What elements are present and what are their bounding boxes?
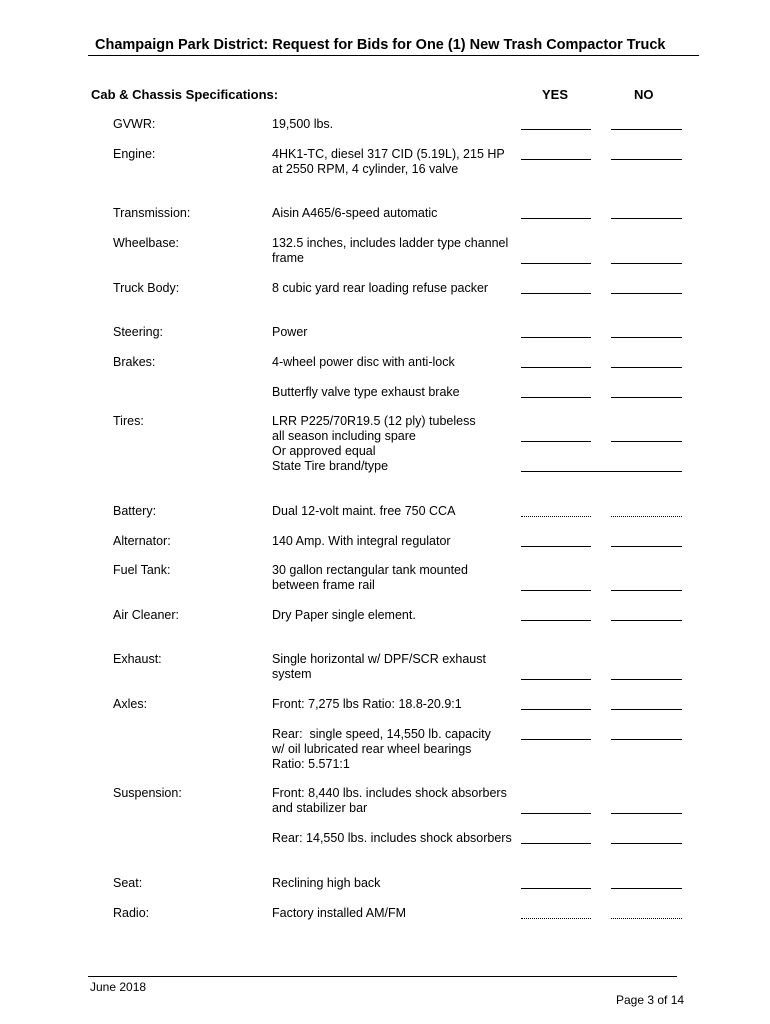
axles-rear-spec-line3: Ratio: 5.571:1 [272, 757, 350, 771]
air-cleaner-no-blank[interactable] [611, 620, 682, 621]
suspension-front-spec-line2: and stabilizer bar [272, 801, 368, 815]
footer-divider [88, 976, 677, 977]
brakes-label: Brakes: [113, 355, 156, 369]
truck-body-spec: 8 cubic yard rear loading refuse packer [272, 281, 489, 295]
transmission-label: Transmission: [113, 206, 191, 220]
gvwr-label: GVWR: [113, 117, 156, 131]
tires-spec-line4: State Tire brand/type [272, 459, 389, 473]
air-cleaner-spec: Dry Paper single element. [272, 608, 416, 622]
wheelbase-yes-blank[interactable] [521, 263, 591, 264]
suspension-rear-yes-blank[interactable] [521, 843, 591, 844]
axles-front-yes-blank[interactable] [521, 709, 591, 710]
axles-front-no-blank[interactable] [611, 709, 682, 710]
steering-yes-blank[interactable] [521, 337, 591, 338]
wheelbase-spec-line2: frame [272, 251, 304, 265]
page-title: Champaign Park District: Request for Bids for One (1) New Trash Compactor Truck [95, 37, 666, 53]
transmission-yes-blank[interactable] [521, 218, 591, 219]
tires-spec-line3: Or approved equal [272, 444, 376, 458]
transmission-no-blank[interactable] [611, 218, 682, 219]
gvwr-yes-blank[interactable] [521, 129, 591, 130]
axles-rear-spec-line1: Rear: single speed, 14,550 lb. capacity [272, 727, 491, 741]
tire-brand-blank[interactable] [521, 471, 682, 472]
axles-label: Axles: [113, 697, 148, 711]
seat-yes-blank[interactable] [521, 888, 591, 889]
gvwr-spec: 19,500 lbs. [272, 117, 334, 131]
engine-yes-blank[interactable] [521, 159, 591, 160]
air-cleaner-label: Air Cleaner: [113, 608, 179, 622]
suspension-rear-no-blank[interactable] [611, 843, 682, 844]
fuel-tank-label: Fuel Tank: [113, 563, 171, 577]
radio-spec: Factory installed AM/FM [272, 906, 407, 920]
alternator-no-blank[interactable] [611, 546, 682, 547]
transmission-spec: Aisin A465/6-speed automatic [272, 206, 438, 220]
exhaust-spec-line2: system [272, 667, 312, 681]
brakes-spec-line2: Butterfly valve type exhaust brake [272, 385, 460, 399]
axles-front-spec: Front: 7,275 lbs Ratio: 18.8-20.9:1 [272, 697, 462, 711]
truck-body-yes-blank[interactable] [521, 293, 591, 294]
footer-date: June 2018 [90, 980, 147, 994]
exhaust-brake-no-blank[interactable] [611, 397, 682, 398]
wheelbase-spec-line1: 132.5 inches, includes ladder type channel [272, 236, 509, 250]
seat-spec: Reclining high back [272, 876, 381, 890]
wheelbase-no-blank[interactable] [611, 263, 682, 264]
suspension-front-yes-blank[interactable] [521, 813, 591, 814]
engine-spec-line2: at 2550 RPM, 4 cylinder, 16 valve [272, 162, 459, 176]
suspension-front-spec-line1: Front: 8,440 lbs. includes shock absorbers [272, 786, 507, 800]
exhaust-label: Exhaust: [113, 652, 162, 666]
fuel-tank-spec-line2: between frame rail [272, 578, 375, 592]
tires-no-blank[interactable] [611, 441, 682, 442]
engine-no-blank[interactable] [611, 159, 682, 160]
radio-label: Radio: [113, 906, 150, 920]
steering-label: Steering: [113, 325, 164, 339]
fuel-tank-no-blank[interactable] [611, 590, 682, 591]
axles-rear-no-blank[interactable] [611, 739, 682, 740]
exhaust-brake-yes-blank[interactable] [521, 397, 591, 398]
tires-spec-line2: all season including spare [272, 429, 416, 443]
radio-no-blank[interactable] [611, 918, 682, 919]
battery-spec: Dual 12-volt maint. free 750 CCA [272, 504, 456, 518]
alternator-label: Alternator: [113, 534, 171, 548]
axles-rear-spec-line2: w/ oil lubricated rear wheel bearings [272, 742, 472, 756]
battery-yes-blank[interactable] [521, 516, 591, 517]
seat-label: Seat: [113, 876, 143, 890]
no-column-header: NO [634, 87, 654, 102]
battery-no-blank[interactable] [611, 516, 682, 517]
radio-yes-blank[interactable] [521, 918, 591, 919]
battery-label: Battery: [113, 504, 157, 518]
section-heading: Cab & Chassis Specifications: [91, 87, 279, 102]
wheelbase-label: Wheelbase: [113, 236, 180, 250]
engine-spec-line1: 4HK1-TC, diesel 317 CID (5.19L), 215 HP [272, 147, 505, 161]
alternator-spec: 140 Amp. With integral regulator [272, 534, 451, 548]
tires-spec-line1: LRR P225/70R19.5 (12 ply) tubeless [272, 414, 476, 428]
fuel-tank-yes-blank[interactable] [521, 590, 591, 591]
tires-yes-blank[interactable] [521, 441, 591, 442]
axles-rear-yes-blank[interactable] [521, 739, 591, 740]
truck-body-no-blank[interactable] [611, 293, 682, 294]
alternator-yes-blank[interactable] [521, 546, 591, 547]
air-cleaner-yes-blank[interactable] [521, 620, 591, 621]
yes-column-header: YES [542, 87, 569, 102]
steering-spec: Power [272, 325, 308, 339]
brakes-yes-blank[interactable] [521, 367, 591, 368]
brakes-no-blank[interactable] [611, 367, 682, 368]
fuel-tank-spec-line1: 30 gallon rectangular tank mounted [272, 563, 468, 577]
suspension-front-no-blank[interactable] [611, 813, 682, 814]
gvwr-no-blank[interactable] [611, 129, 682, 130]
brakes-spec-line1: 4-wheel power disc with anti-lock [272, 355, 455, 369]
tires-label: Tires: [113, 414, 144, 428]
steering-no-blank[interactable] [611, 337, 682, 338]
seat-no-blank[interactable] [611, 888, 682, 889]
exhaust-no-blank[interactable] [611, 679, 682, 680]
exhaust-spec-line1: Single horizontal w/ DPF/SCR exhaust [272, 652, 486, 666]
suspension-label: Suspension: [113, 786, 182, 800]
page-number: Page 3 of 14 [616, 993, 685, 1007]
suspension-rear-spec: Rear: 14,550 lbs. includes shock absorbers [272, 831, 512, 845]
truck-body-label: Truck Body: [113, 281, 180, 295]
header-divider [88, 55, 699, 56]
exhaust-yes-blank[interactable] [521, 679, 591, 680]
engine-label: Engine: [113, 147, 156, 161]
